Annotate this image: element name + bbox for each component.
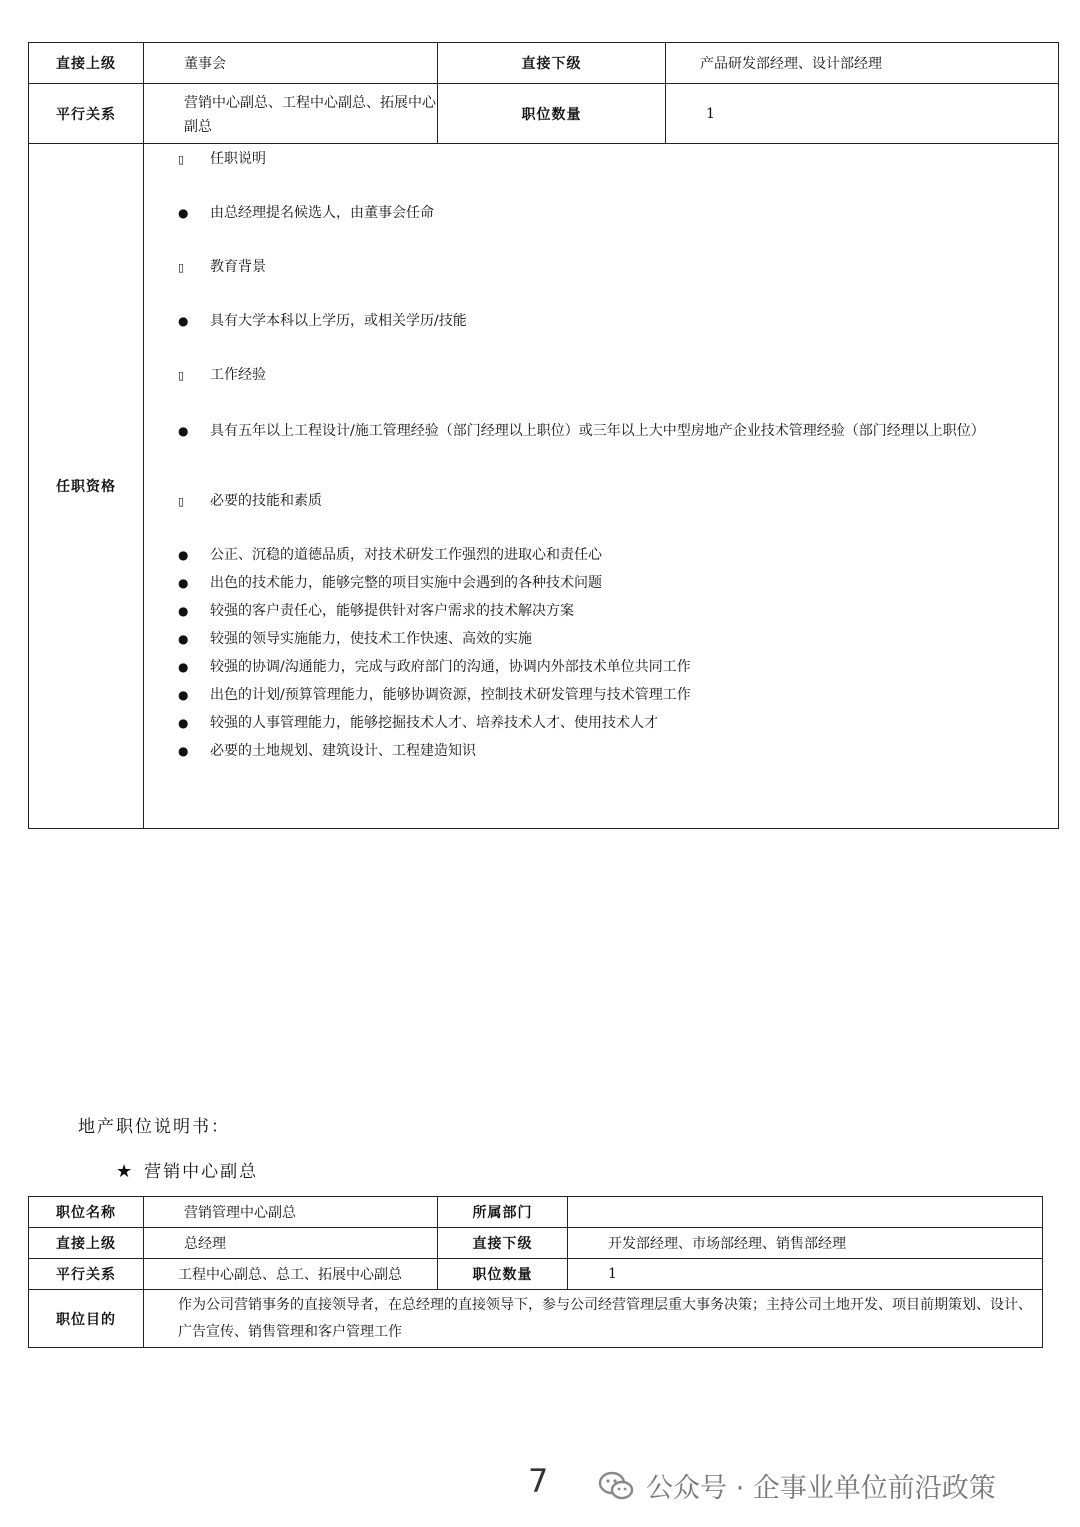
qualification-heading xyxy=(178,148,266,168)
qualification-text: 较强的客户责任心，能够提供针对客户需求的技术解决方案 xyxy=(210,603,574,619)
bullet-icon: ● xyxy=(178,744,189,758)
qualification-text: 任职说明 xyxy=(210,151,266,167)
qualification-heading xyxy=(178,490,322,510)
bullet-icon: ● xyxy=(178,716,189,730)
qualification-text: 具有五年以上工程设计/施工管理经验（部门经理以上职位）或三年以上大中型房地产企业技术管理经验（部门经理以上职位） xyxy=(210,423,985,439)
qualification-item xyxy=(178,310,467,330)
position-table-2 xyxy=(28,1196,1043,1348)
qualification-heading xyxy=(178,256,266,276)
section-title: 营销中心副总 xyxy=(144,1162,259,1182)
subordinate-value: 产品研发部经理、设计部经理 xyxy=(666,43,1059,84)
bullet-icon: ● xyxy=(178,206,189,220)
headcount-label: 职位数量 xyxy=(438,84,666,144)
headcount-value-2: 1 xyxy=(568,1259,1043,1290)
qualification-item xyxy=(178,740,476,760)
parallel-value: 营销中心副总、工程中心副总、拓展中心副总 xyxy=(144,84,438,144)
superior-label-2: 直接上级 xyxy=(29,1228,144,1259)
headcount-label-2: 职位数量 xyxy=(438,1259,568,1290)
qualification-text: 工作经验 xyxy=(210,367,266,383)
superior-value-2: 总经理 xyxy=(144,1228,438,1259)
position-table-1 xyxy=(28,42,1059,829)
qualification-heading xyxy=(178,364,266,384)
subordinate-value-2: 开发部经理、市场部经理、销售部经理 xyxy=(568,1228,1043,1259)
section-heading xyxy=(116,1157,258,1182)
qualification-item xyxy=(178,572,602,592)
bullet-icon: ● xyxy=(178,660,189,674)
dept-label: 所属部门 xyxy=(438,1197,568,1228)
qualification-text: 出色的技术能力，能够完整的项目实施中会遇到的各种技术问题 xyxy=(210,575,602,591)
square-bullet-icon: ▯ xyxy=(178,369,185,382)
square-bullet-icon: ▯ xyxy=(178,153,185,166)
subordinate-label-2: 直接下级 xyxy=(438,1228,568,1259)
qualification-cell xyxy=(144,144,1059,829)
qualification-item xyxy=(178,418,1058,445)
qualification-text: 具有大学本科以上学历，或相关学历/技能 xyxy=(210,313,467,329)
qualification-item xyxy=(178,202,434,222)
bullet-icon: ● xyxy=(178,314,189,328)
dept-value xyxy=(568,1197,1043,1228)
document-heading: 地产职位说明书： xyxy=(78,1117,230,1137)
superior-value: 董事会 xyxy=(144,43,438,84)
bullet-icon: ● xyxy=(178,576,189,590)
qualification-text: 较强的协调/沟通能力，完成与政府部门的沟通，协调内外部技术单位共同工作 xyxy=(210,659,691,675)
square-bullet-icon: ▯ xyxy=(178,495,185,508)
bullet-icon: ● xyxy=(178,548,189,562)
wechat-icon xyxy=(598,1471,634,1501)
qualification-item xyxy=(178,656,691,676)
qualification-text: 必要的技能和素质 xyxy=(210,493,322,509)
qualification-text: 由总经理提名候选人，由董事会任命 xyxy=(210,205,434,221)
bullet-icon: ● xyxy=(178,604,189,618)
purpose-label: 职位目的 xyxy=(29,1290,144,1348)
title-label: 职位名称 xyxy=(29,1197,144,1228)
qualification-text: 较强的领导实施能力，使技术工作快速、高效的实施 xyxy=(210,631,532,647)
bullet-icon: ● xyxy=(178,688,189,702)
footer xyxy=(0,1462,1080,1502)
title-value: 营销管理中心副总 xyxy=(144,1197,438,1228)
qualification-item xyxy=(178,712,658,732)
qualification-item xyxy=(178,600,574,620)
star-icon: ★ xyxy=(116,1161,135,1182)
qualification-label: 任职资格 xyxy=(29,144,144,829)
qualification-text: 较强的人事管理能力，能够挖掘技术人才、培养技术人才、使用技术人才 xyxy=(210,715,658,731)
watermark-text: 公众号 · 企事业单位前沿政策 xyxy=(646,1473,996,1504)
parallel-label: 平行关系 xyxy=(29,84,144,144)
qualification-text: 出色的计划/预算管理能力，能够协调资源，控制技术研发管理与技术管理工作 xyxy=(210,687,691,703)
superior-label: 直接上级 xyxy=(29,43,144,84)
qualification-text: 必要的土地规划、建筑设计、工程建造知识 xyxy=(210,743,476,759)
parallel-label-2: 平行关系 xyxy=(29,1259,144,1290)
qualification-item xyxy=(178,628,532,648)
parallel-value-2: 工程中心副总、总工、拓展中心副总 xyxy=(144,1259,438,1290)
page-number: 7 xyxy=(528,1462,549,1500)
square-bullet-icon: ▯ xyxy=(178,261,185,274)
watermark xyxy=(598,1466,996,1505)
qualification-item xyxy=(178,544,602,564)
bullet-icon: ● xyxy=(178,424,189,438)
qualification-text: 教育背景 xyxy=(210,259,266,275)
purpose-value: 作为公司营销事务的直接领导者，在总经理的直接领导下，参与公司经营管理层重大事务决策；主持公司土地开发、项目前期策划、设计、广告宣传、销售管理和客户管理工作 xyxy=(144,1290,1043,1348)
qualification-item xyxy=(178,684,691,704)
bullet-icon: ● xyxy=(178,632,189,646)
headcount-value: 1 xyxy=(666,84,1059,144)
qualification-text: 公正、沉稳的道德品质，对技术研发工作强烈的进取心和责任心 xyxy=(210,547,602,563)
subordinate-label: 直接下级 xyxy=(438,43,666,84)
